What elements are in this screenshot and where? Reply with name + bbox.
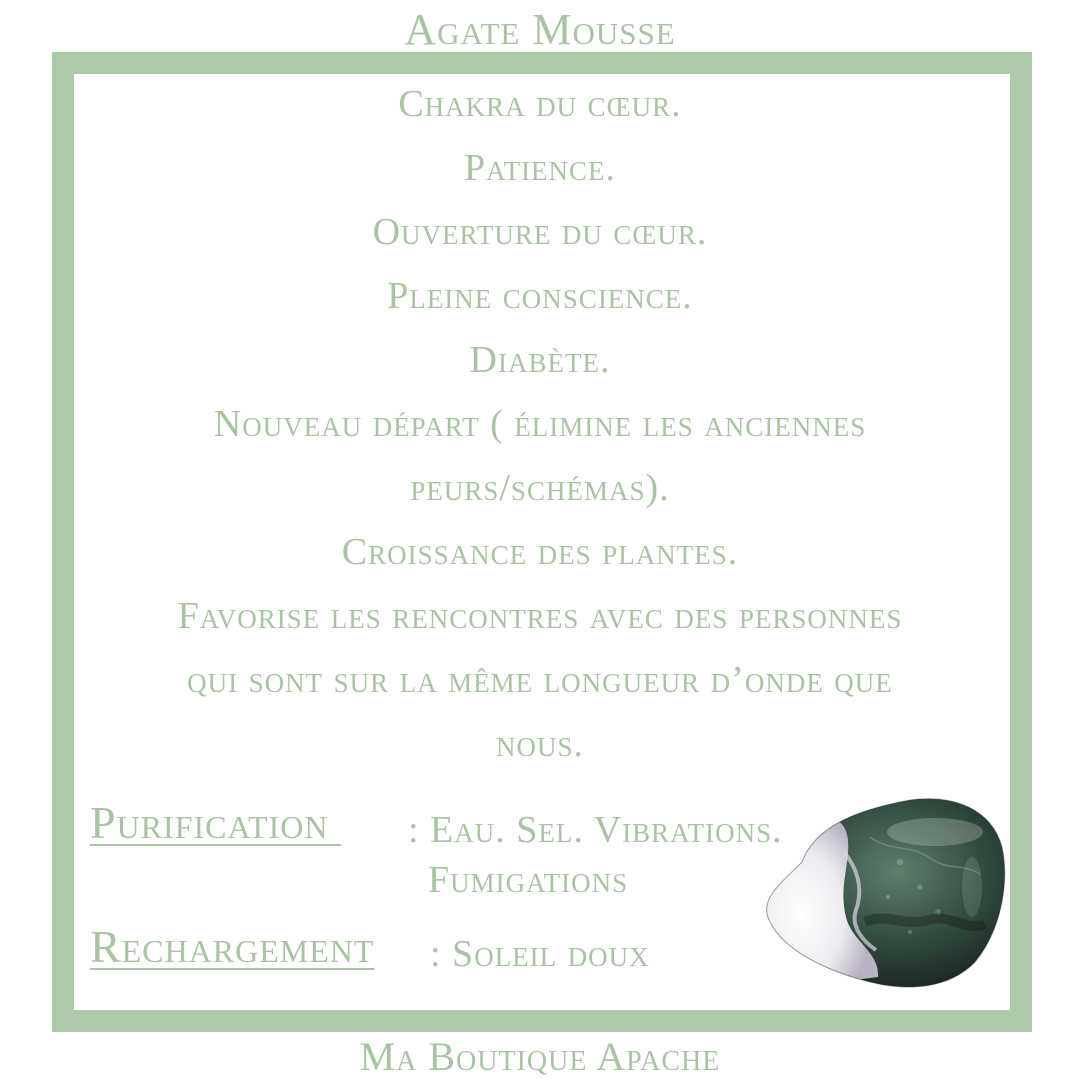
- property-line: nous.: [495, 723, 584, 765]
- property-line: Ouverture du cœur.: [372, 211, 708, 253]
- recharge-value: : Soleil doux: [430, 933, 650, 975]
- purification-label: Purification: [90, 797, 341, 848]
- property-line: Patience.: [463, 147, 617, 189]
- moss-agate-stone-image: [760, 792, 1010, 992]
- property-line: Nouveau départ ( élimine les anciennes: [213, 403, 867, 445]
- purification-value-continued: Fumigations: [428, 859, 629, 901]
- brand-footer: Ma Boutique Apache: [359, 1034, 721, 1079]
- purification-value: : Eau. Sel. Vibrations.: [408, 809, 783, 851]
- property-line: Croissance des plantes.: [341, 531, 739, 573]
- property-line: Pleine conscience.: [387, 275, 693, 317]
- property-line: Diabète.: [469, 339, 611, 381]
- purification-continuation-row: [90, 858, 810, 920]
- purification-row: [90, 796, 810, 858]
- property-line: Chakra du cœur.: [398, 83, 682, 125]
- property-line: qui sont sur la même longueur d’onde que: [187, 659, 893, 701]
- care-section: [90, 796, 810, 982]
- property-line: peurs/schémas).: [410, 467, 670, 509]
- property-line: Favorise les rencontres avec des personnes: [177, 595, 903, 637]
- properties-list: [96, 72, 984, 776]
- recharge-row: [90, 920, 810, 982]
- page-title: Agate Mousse: [404, 5, 676, 54]
- recharge-label: Rechargement: [90, 921, 375, 972]
